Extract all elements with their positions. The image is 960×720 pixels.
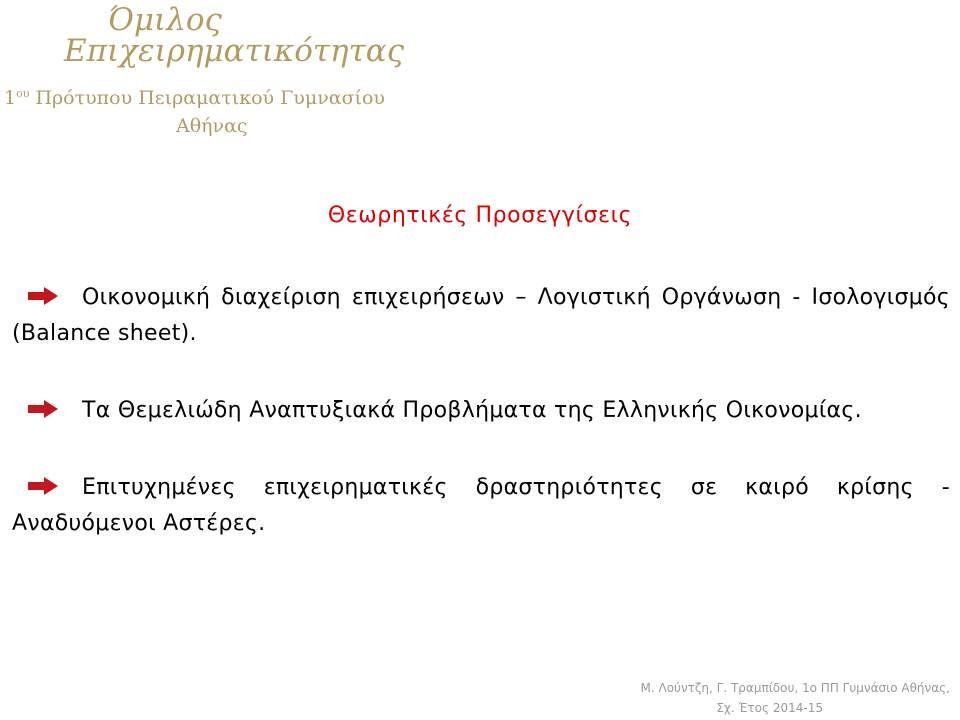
logo-school-line [4,86,385,110]
logo-title-line1: Όμιλος [108,2,222,38]
bullet-text: Επιτυχημένες επιχειρηματικές δραστηριότητες σε καιρό κρίσης - Αναδυόμενοι Αστέρες. [12,475,950,536]
footer-authors: Μ. Λούντζη, Γ. Τραμπίδου, 1ο ΠΠ Γυμνάσιο Αθήνας, [640,681,950,695]
logo-school-name: Πρότυπου Πειραματικού Γυμνασίου [29,87,385,109]
footer-credits [570,678,950,718]
red-arrow-icon [28,287,58,305]
red-arrow-icon [28,400,58,418]
logo-title-line2: Επιχειρηματικότητας [64,33,405,69]
bullet-item [12,393,950,429]
bullet-list [12,280,950,583]
bullet-item [12,280,950,352]
logo-school-city: Αθήνας [176,115,248,137]
slide-title: Θεωρητικές Προσεγγίσεις [327,203,633,228]
bullet-item [12,470,950,542]
logo-school-superscript: ου [16,87,30,100]
footer-school-year: Σχ. Έτος 2014-15 [716,701,823,715]
bullet-text: Οικονομική διαχείριση επιχειρήσεων – Λογιστική Οργάνωση - Ισολογισμός (Balance sheet). [12,285,950,346]
red-arrow-icon [28,477,58,495]
logo-school-number: 1 [4,87,17,109]
bullet-text: Τα Θεμελιώδη Αναπτυξιακά Προβλήματα της Ελληνικής Οικονομίας. [82,398,862,423]
club-logo [0,0,440,140]
